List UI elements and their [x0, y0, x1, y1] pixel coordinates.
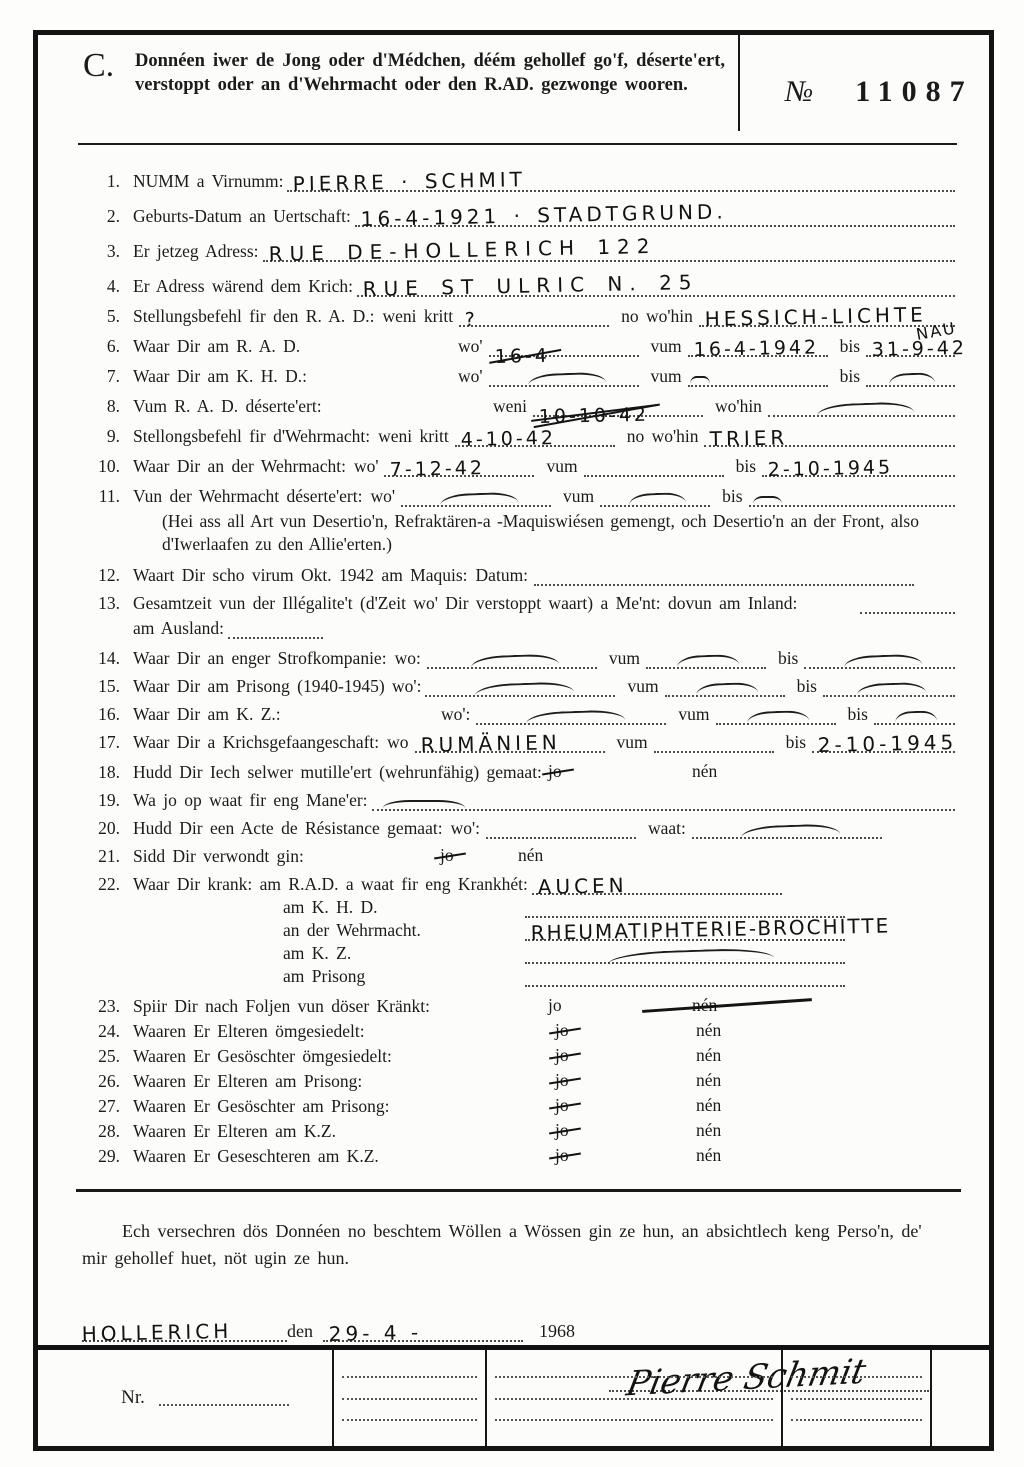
answer-nen: nén	[696, 1070, 722, 1091]
numero-sign: №	[785, 75, 814, 108]
row-num: 8.	[106, 396, 120, 416]
fill-line	[533, 400, 703, 428]
row-label: Sidd Dir verwondt gin:	[133, 846, 304, 867]
answer-jo-struck: jo	[555, 1045, 569, 1066]
fill-line-dashed	[866, 370, 955, 387]
row-num: 14.	[98, 648, 120, 669]
field-label-wo: wo	[387, 732, 409, 753]
fill-line	[357, 269, 955, 301]
form-row-14	[80, 645, 959, 669]
section-letter: C.	[83, 47, 115, 84]
den-label: den	[287, 1321, 313, 1342]
field-label-wohin: no wo'hin	[626, 426, 699, 446]
fill-line	[342, 1418, 477, 1421]
fill-line-dashed	[823, 680, 955, 697]
fill-line-dashed	[525, 948, 845, 964]
fill-line	[791, 1418, 922, 1421]
footer-table	[38, 1345, 989, 1446]
form-row-29	[80, 1143, 959, 1167]
row-num: 22.	[98, 874, 120, 895]
row-num: 20.	[98, 818, 120, 839]
form-row-18	[80, 759, 959, 783]
fill-line	[534, 569, 914, 586]
row-num: 18.	[98, 762, 120, 783]
fill-line-dashed	[427, 652, 597, 669]
form-row-20	[80, 815, 959, 839]
row-num: 28.	[98, 1121, 120, 1142]
form-row-6	[80, 318, 968, 368]
answer-nen: nén	[696, 1045, 722, 1066]
fill-line	[584, 460, 724, 477]
hw-value: 16-4-1942	[693, 336, 819, 361]
field-label-bis: bis	[785, 732, 807, 753]
form-row-24	[80, 1018, 959, 1042]
row-label: Gesamtzeit vun der Illégalite't (d'Zeit wo' Dir verstoppt waart) a Me'nt: dovun am Inland:	[133, 593, 798, 614]
hw-value: RHEUMATIPHTERIE-BROCHITTE	[530, 913, 891, 946]
section-separator	[76, 1189, 961, 1192]
form-number-box	[785, 75, 974, 131]
form-row-10	[80, 453, 959, 481]
form-row-22-sub3	[283, 942, 959, 964]
row-label: Er jetzeg Adress:	[133, 241, 259, 261]
answer-jo-struck: jo	[555, 1070, 569, 1091]
fill-line-dashed	[692, 822, 882, 839]
field-label-wo: wo':	[441, 704, 471, 725]
hw-value: 7-12-42	[390, 457, 486, 481]
declaration-text: Ech versechren dös Donnéen no beschtem Wöllen a Wössen gin ze hun, an absichtlech keng Perso'n, de' mir gehollef huet, nöt ugin ze hun.	[82, 1221, 922, 1269]
field-label-vum: vum	[546, 456, 578, 476]
form-row-16	[80, 701, 959, 725]
hw-value: AUCEN	[537, 873, 628, 900]
row-label: Waar Dir an der Wehrmacht:	[133, 456, 346, 476]
hw-value: RUE DE-HOLLERICH 122	[268, 233, 657, 266]
row-num: 21.	[98, 846, 120, 867]
form-row-19	[80, 787, 959, 811]
fill-line-dashed	[646, 652, 766, 669]
row-label: Waaren Er Geseschteren am K.Z.	[133, 1146, 379, 1167]
row-label: Waart Dir scho virum Okt. 1942 am Maquis:	[133, 565, 468, 586]
fill-line	[495, 1418, 773, 1421]
field-label-wo: wo'	[458, 336, 483, 356]
fill-line	[342, 1397, 477, 1400]
footer-nr-cell	[38, 1350, 332, 1446]
answer-jo-struck: jo	[555, 1020, 569, 1041]
sub-label: am Prisong	[283, 966, 366, 987]
fill-line-dashed	[476, 708, 666, 725]
row-num: 12.	[98, 565, 120, 586]
row-label: Waaren Er Elteren am K.Z.	[133, 1121, 336, 1142]
field-label-wo: wo:	[394, 648, 421, 669]
hw-value: RUMÄNIEN	[420, 730, 561, 758]
row-label: Vun der Wehrmacht déserte'ert:	[133, 486, 363, 506]
field-label-weni: weni kritt	[382, 306, 454, 326]
row-label: NUMM a Virnumm:	[133, 171, 284, 191]
row-num: 4.	[106, 276, 120, 296]
answer-nen: nén	[696, 1120, 722, 1141]
row-label: Waar Dir krank: am R.A.D. a waat fir eng Krankhét:	[133, 874, 528, 895]
answer-nen: nén	[696, 1020, 722, 1041]
row-num: 3.	[106, 241, 120, 261]
date-fill-line	[323, 1320, 523, 1347]
row-label: Er Adress wärend dem Krich:	[133, 276, 353, 296]
form-row-22	[80, 871, 959, 900]
row-label: Waaren Er Gesöschter ömgesiedelt:	[133, 1046, 392, 1067]
row-label: Hudd Dir Iech selwer mutille'ert (wehrunfähig) gemaat:	[133, 762, 542, 783]
row-label: Waar Dir am K. Z.:	[133, 704, 281, 725]
fill-line-dashed	[874, 708, 955, 725]
year-printed: 1968	[539, 1321, 575, 1342]
hw-value: 2-10-1945	[767, 456, 894, 481]
footer-cell	[485, 1350, 781, 1446]
field-label-waat: waat:	[647, 818, 686, 839]
row-label: Spiir Dir nach Foljen vun döser Kränkt:	[133, 996, 430, 1017]
hw-value: 31-9-42	[871, 337, 968, 361]
field-label-wo: wo':	[450, 818, 480, 839]
fill-line	[495, 1375, 773, 1378]
fill-line	[860, 597, 955, 614]
footer-cell	[332, 1350, 485, 1446]
fill-line	[688, 336, 828, 361]
fill-line	[159, 1390, 289, 1406]
form-row-3	[80, 233, 959, 266]
row-num: 7.	[106, 366, 120, 386]
answer-nen-struck: nén	[692, 995, 718, 1016]
fill-line	[654, 736, 774, 753]
field-label-datum: Datum:	[475, 565, 529, 586]
fill-line-dashed	[401, 490, 551, 507]
row-num: 1.	[106, 171, 120, 191]
answer-jo: jo	[548, 995, 562, 1016]
form-row-23	[80, 993, 959, 1017]
field-label-vum: vum	[608, 648, 640, 669]
fill-line	[455, 427, 615, 451]
sub-label: am K. Z.	[283, 943, 352, 964]
header-divider	[738, 30, 740, 131]
fill-line	[525, 913, 891, 946]
field-label-wo: wo'	[353, 456, 379, 476]
row-label: Waar Dir am R. A. D.	[133, 336, 301, 356]
field-label-weni: weni	[493, 396, 528, 416]
fill-line	[688, 370, 828, 387]
form-row-17	[80, 729, 959, 758]
form-row-4	[80, 269, 959, 301]
row-label: Waaren Er Elteren am Prisong:	[133, 1071, 363, 1092]
nr-label: Nr.	[121, 1387, 145, 1408]
row-num: 6.	[106, 336, 120, 356]
field-label-vum: vum	[678, 704, 710, 725]
hw-value-struck: 16-4	[494, 344, 550, 368]
row-num: 13.	[98, 593, 120, 614]
field-label-wo: wo'	[458, 366, 483, 386]
form-row-21	[80, 843, 959, 867]
form-row-22-sub2	[283, 913, 959, 946]
row-num: 5.	[106, 306, 120, 326]
fill-line	[415, 730, 605, 758]
fill-line	[812, 730, 958, 758]
row-num: 2.	[106, 206, 120, 226]
field-label-vum: vum	[650, 336, 682, 356]
fill-line	[372, 794, 955, 811]
field-label-bis: bis	[796, 676, 817, 697]
hw-value: 2-10-1945	[817, 730, 958, 758]
row-label: am Ausland:	[133, 618, 224, 639]
fill-line-dashed	[768, 400, 955, 417]
row-num: 24.	[98, 1021, 120, 1042]
row-num: 23.	[98, 996, 120, 1017]
answer-jo-struck: jo	[555, 1120, 569, 1141]
place-fill-line	[81, 1319, 287, 1347]
form-row-8	[80, 393, 959, 428]
footer-cell	[781, 1350, 930, 1446]
row-num: 16.	[98, 704, 120, 725]
form-row-12	[80, 562, 959, 586]
field-label-vum: vum	[650, 366, 682, 386]
field-label-bis: bis	[735, 456, 757, 476]
footer-cell	[930, 1350, 989, 1446]
hw-value: 4-10-42	[460, 427, 556, 451]
fill-line	[263, 233, 955, 266]
row-label: Waaren Er Gesöschter am Prisong:	[133, 1096, 390, 1117]
form-row-13	[80, 590, 959, 614]
fill-line	[355, 199, 955, 231]
hw-value: TRIER	[709, 425, 789, 451]
form-row-1	[80, 167, 959, 196]
fill-line	[532, 873, 782, 900]
fill-line	[762, 456, 955, 481]
row-num: 25.	[98, 1046, 120, 1067]
field-label-vum: vum	[563, 486, 595, 506]
fill-line	[495, 1397, 773, 1400]
row-label: Hudd Dir een Acte de Résistance gemaat:	[133, 818, 443, 839]
row-num: 27.	[98, 1096, 120, 1117]
field-label-vum: vum	[627, 676, 659, 697]
field-label-bis: bis	[839, 336, 861, 356]
row-label: Waar Dir an enger Strofkompanie:	[133, 648, 387, 669]
date-line	[81, 1316, 989, 1347]
form-row-28	[80, 1118, 959, 1142]
row-num: 10.	[98, 456, 120, 476]
row-label: Geburts-Datum an Uertschaft:	[133, 206, 351, 226]
answer-jo-struck: jo	[555, 1145, 569, 1166]
sub-label: an der Wehrmacht.	[283, 920, 421, 941]
field-label-wohin: wo'hin	[715, 396, 762, 416]
hw-value-struck: 10-10-42	[538, 403, 650, 428]
fill-line	[791, 1375, 922, 1378]
form-row-13b	[80, 615, 959, 639]
form-sheet	[33, 30, 994, 1451]
field-label-bis: bis	[847, 704, 868, 725]
fill-line	[287, 167, 955, 196]
form-number-value: 11087	[855, 75, 974, 108]
field-label-bis: bis	[777, 648, 799, 669]
field-label-wohin: no wo'hin	[621, 306, 693, 326]
row-11-note: (Hei ass all Art vun Desertio'n, Refraktären-a -Maquiswiésen gemengt, och Desertio'n an der Front, also d'Iwerlaafen zu den Allie'erten.)	[162, 511, 919, 555]
form-row-26	[80, 1068, 959, 1092]
fill-line-dashed	[425, 680, 615, 697]
form-row-9	[80, 423, 959, 451]
fill-line	[791, 1397, 922, 1400]
row-num: 29.	[98, 1146, 120, 1167]
row-label: Waar Dir am K. H. D.:	[133, 366, 307, 386]
hw-value: HESSICH-LICHTE	[704, 302, 927, 331]
fill-line	[866, 318, 968, 361]
fill-line-dashed	[600, 490, 710, 507]
answer-nen: nén	[696, 1095, 722, 1116]
row-label: Vum R. A. D. déserte'ert:	[133, 396, 322, 416]
field-label-bis: bis	[722, 486, 743, 506]
form-row-25	[80, 1043, 959, 1067]
row-num: 19.	[98, 790, 120, 811]
hw-continuation: NAU	[915, 318, 959, 344]
form-row-11	[80, 483, 959, 507]
field-label-wo: wo'	[370, 486, 396, 506]
fill-line-dashed	[716, 708, 836, 725]
fill-line-dashed	[804, 652, 955, 669]
answer-jo-struck: jo	[548, 761, 562, 782]
form-row-22-sub4	[283, 965, 959, 987]
form-row-27	[80, 1093, 959, 1117]
row-num: 11.	[98, 486, 120, 506]
row-num: 17.	[98, 732, 120, 753]
field-label-vum: vum	[616, 732, 648, 753]
fill-line	[489, 340, 639, 368]
fill-line	[525, 971, 845, 987]
row-num: 9.	[106, 426, 120, 446]
row-label: Stellongsbefehl fir d'Wehrmacht:	[133, 426, 371, 446]
fill-line	[486, 822, 636, 839]
fill-line	[384, 457, 534, 481]
header-title: Donnéen iwer de Jong oder d'Médchen, déém gehollef go'f, déserte'ert, verstoppt oder an d'Wehrmacht oder den R.AD. gezwonge wooren.	[135, 51, 725, 96]
hw-value: 16-4-1921 · STADTGRUND.	[360, 199, 727, 231]
row-label: Stellungsbefehl fir den R. A. D.:	[133, 306, 375, 326]
fill-line	[228, 622, 323, 639]
fill-line-dashed	[665, 680, 785, 697]
hw-value: ?	[464, 308, 479, 331]
row-label: Wa jo op waat fir eng Mane'er:	[133, 790, 368, 811]
form-header	[38, 35, 989, 131]
fill-line-dashed	[489, 370, 639, 387]
fill-line	[704, 425, 955, 451]
question-list	[38, 145, 989, 1167]
fill-line	[459, 308, 609, 331]
fill-line	[342, 1375, 477, 1378]
row-label: Waar Dir am Prisong (1940-1945) wo':	[133, 676, 422, 697]
row-num: 26.	[98, 1071, 120, 1092]
answer-nen: nén	[696, 1145, 722, 1166]
row-num: 15.	[98, 676, 120, 697]
answer-jo-struck: jo	[440, 845, 454, 866]
hw-value: PIERRE · SCHMIT	[292, 167, 527, 196]
hw-date: 29- 4 -	[328, 1320, 423, 1347]
row-label: Waar Dir a Krichsgefaangeschaft:	[133, 732, 380, 753]
fill-line	[749, 490, 955, 507]
field-label-weni: weni kritt	[378, 426, 449, 446]
answer-nen: nén	[692, 761, 718, 782]
form-row-2	[80, 199, 959, 231]
answer-nen: nén	[518, 845, 544, 866]
answer-jo-struck: jo	[555, 1095, 569, 1116]
form-row-15	[80, 673, 959, 697]
hw-place: HOLLERICH	[81, 1319, 233, 1347]
hw-value: RUE ST ULRIC N. 25	[362, 269, 699, 301]
signature-handwriting: Pierre Schmit	[623, 1351, 870, 1405]
row-label: Waaren Er Elteren ömgesiedelt:	[133, 1021, 365, 1042]
field-label-bis: bis	[839, 366, 861, 386]
sub-label: am K. H. D.	[283, 897, 378, 918]
